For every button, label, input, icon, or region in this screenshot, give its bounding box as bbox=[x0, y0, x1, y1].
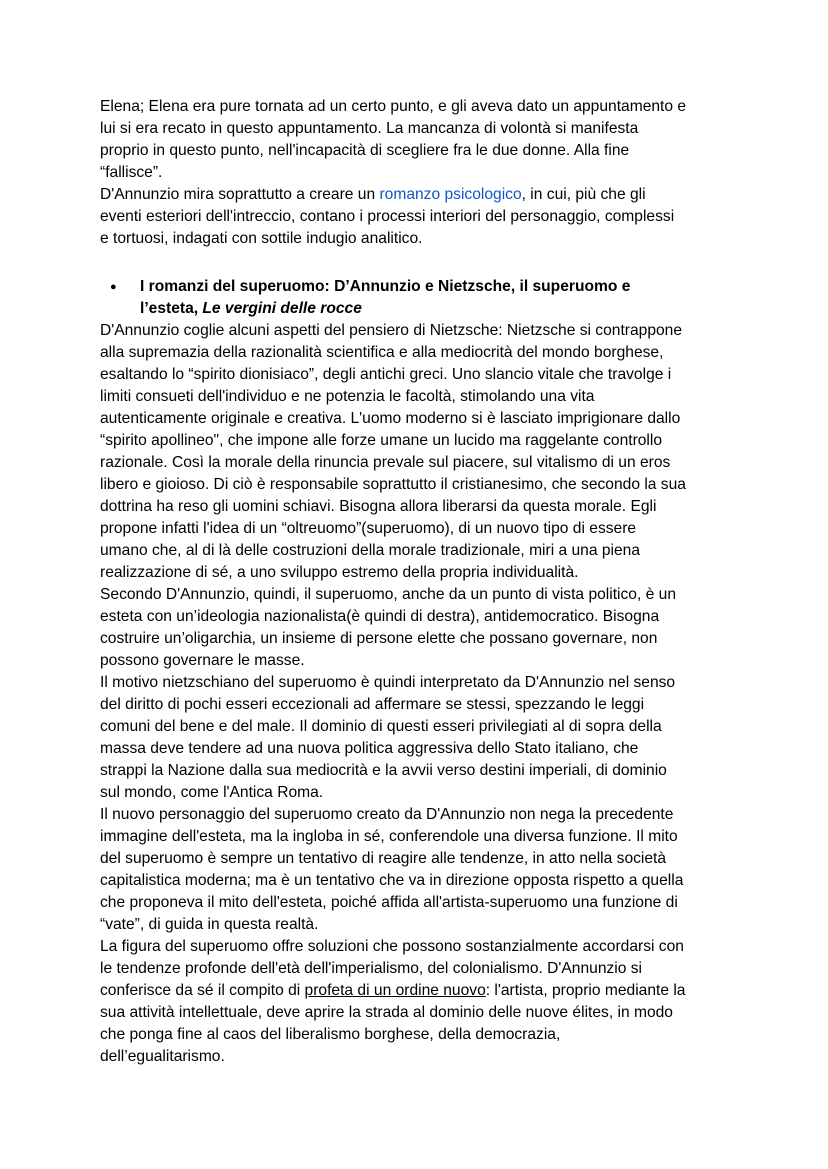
text-line: esaltando lo “spirito dionisiaco”, degli antichi greci. Uno slancio vitale che travolge i bbox=[100, 366, 672, 383]
text-line: autenticamente originale e creativa. L'uomo moderno si è lasciato imprigionare dallo bbox=[100, 410, 681, 427]
text-line: sul mondo, come l'Antica Roma. bbox=[100, 784, 324, 801]
text-line: esteta con un’ideologia nazionalista(è quindi di destra), antidemocratico. Bisogna bbox=[100, 608, 660, 625]
section-heading bbox=[140, 298, 362, 320]
profeta-ordine-nuovo-link[interactable]: profeta di un ordine nuovo bbox=[304, 982, 486, 999]
text-line bbox=[100, 184, 646, 206]
section-heading: I romanzi del superuomo: D’Annunzio e Nietzsche, il superuomo e bbox=[140, 278, 631, 295]
text-line: che ponga fine al caos del liberalismo borghese, della democrazia, bbox=[100, 1026, 561, 1043]
text-line: del diritto di pochi esseri eccezionali ad affermare se stessi, spezzando le leggi bbox=[100, 696, 645, 713]
text-span: , in cui, più che gli bbox=[521, 186, 646, 203]
heading-span: l’esteta, bbox=[140, 300, 203, 317]
text-line: del superuomo è sempre un tentativo di reagire alle tendenze, in atto nella società bbox=[100, 850, 667, 867]
text-line: e tortuosi, indagati con sottile indugio analitico. bbox=[100, 230, 423, 247]
text-line: libero e gioioso. Di ciò è responsabile soprattutto il cristianesimo, che secondo la sua bbox=[100, 476, 686, 493]
text-line: “vate”, di guida in questa realtà. bbox=[100, 916, 319, 933]
text-line: alla supremazia della razionalità scientifica e alla mediocrità del mondo borghese, bbox=[100, 344, 664, 361]
text-line: umano che, al di là delle costruzioni della morale tradizionale, miri a una piena bbox=[100, 542, 641, 559]
text-line: comuni del bene e del male. Il dominio di questi esseri privilegiati al di sopra della bbox=[100, 718, 662, 735]
bullet-icon: ● bbox=[110, 281, 117, 293]
text-line: sua attività intellettuale, deve aprire la strada al dominio delle nuove élites, in modo bbox=[100, 1004, 673, 1021]
book-title: Le vergini delle rocce bbox=[202, 300, 362, 317]
text-line: Elena; Elena era pure tornata ad un certo punto, e gli aveva dato un appuntamento e bbox=[100, 98, 687, 115]
text-line: strappi la Nazione dalla sua mediocrità e la avvii verso destini imperiali, di dominio bbox=[100, 762, 667, 779]
text-line: limiti consueti dell'individuo e ne potenzia le facoltà, stimolando una vita bbox=[100, 388, 595, 405]
text-span: : l'artista, proprio mediante la bbox=[485, 982, 686, 999]
text-line: Il motivo nietzschiano del superuomo è quindi interpretato da D'Annunzio nel senso bbox=[100, 674, 676, 691]
text-span: D'Annunzio mira soprattutto a creare un bbox=[100, 186, 380, 203]
text-line: proprio in questo punto, nell'incapacità di scegliere fra le due donne. Alla fine bbox=[100, 142, 630, 159]
text-line: eventi esteriori dell'intreccio, contano i processi interiori del personaggio, complessi bbox=[100, 208, 675, 225]
text-line: “fallisce”. bbox=[100, 164, 163, 181]
text-line: massa deve tendere ad una nuova politica aggressiva dello Stato italiano, che bbox=[100, 740, 639, 757]
text-line: razionale. Così la morale della rinuncia prevale sul piacere, sul vitalismo di un eros bbox=[100, 454, 671, 471]
romanzo-psicologico-link[interactable]: romanzo psicologico bbox=[379, 186, 522, 203]
text-line: propone infatti l'idea di un “oltreuomo”(superuomo), di un nuovo tipo di essere bbox=[100, 520, 637, 537]
text-line: lui si era recato in questo appuntamento. La mancanza di volontà si manifesta bbox=[100, 120, 639, 137]
text-line: realizzazione di sé, a uno sviluppo estremo della propria individualità. bbox=[100, 564, 579, 581]
text-line bbox=[100, 980, 685, 1002]
text-line: costruire un’oligarchia, un insieme di persone elette che possano governare, non bbox=[100, 630, 658, 647]
text-line: che proponeva il mito dell'esteta, poiché affida all'artista-superuomo una funzione di bbox=[100, 894, 678, 911]
text-line: “spirito apollineo", che impone alle forze umane un lucido ma raggelante controllo bbox=[100, 432, 663, 449]
text-span: conferisce da sé il compito di bbox=[100, 982, 305, 999]
text-line: dell’egualitarismo. bbox=[100, 1048, 225, 1065]
text-line: D'Annunzio coglie alcuni aspetti del pensiero di Nietzsche: Nietzsche si contrappone bbox=[100, 322, 683, 339]
text-line: Il nuovo personaggio del superuomo creato da D'Annunzio non nega la precedente bbox=[100, 806, 674, 823]
text-line: possono governare le masse. bbox=[100, 652, 305, 669]
text-line: La figura del superuomo offre soluzioni che possono sostanzialmente accordarsi con bbox=[100, 938, 684, 955]
text-line: le tendenze profonde dell'età dell'imperialismo, del colonialismo. D'Annunzio si bbox=[100, 960, 643, 977]
text-line: capitalistica moderna; ma è un tentativo che va in direzione opposta rispetto a quella bbox=[100, 872, 684, 889]
text-line: immagine dell'esteta, ma la ingloba in sé, conferendole una diversa funzione. Il mito bbox=[100, 828, 678, 845]
text-line: dottrina ha reso gli uomini schiavi. Bisogna allora liberarsi da questa morale. Egli bbox=[100, 498, 657, 515]
text-line: Secondo D'Annunzio, quindi, il superuomo, anche da un punto di vista politico, è un bbox=[100, 586, 676, 603]
